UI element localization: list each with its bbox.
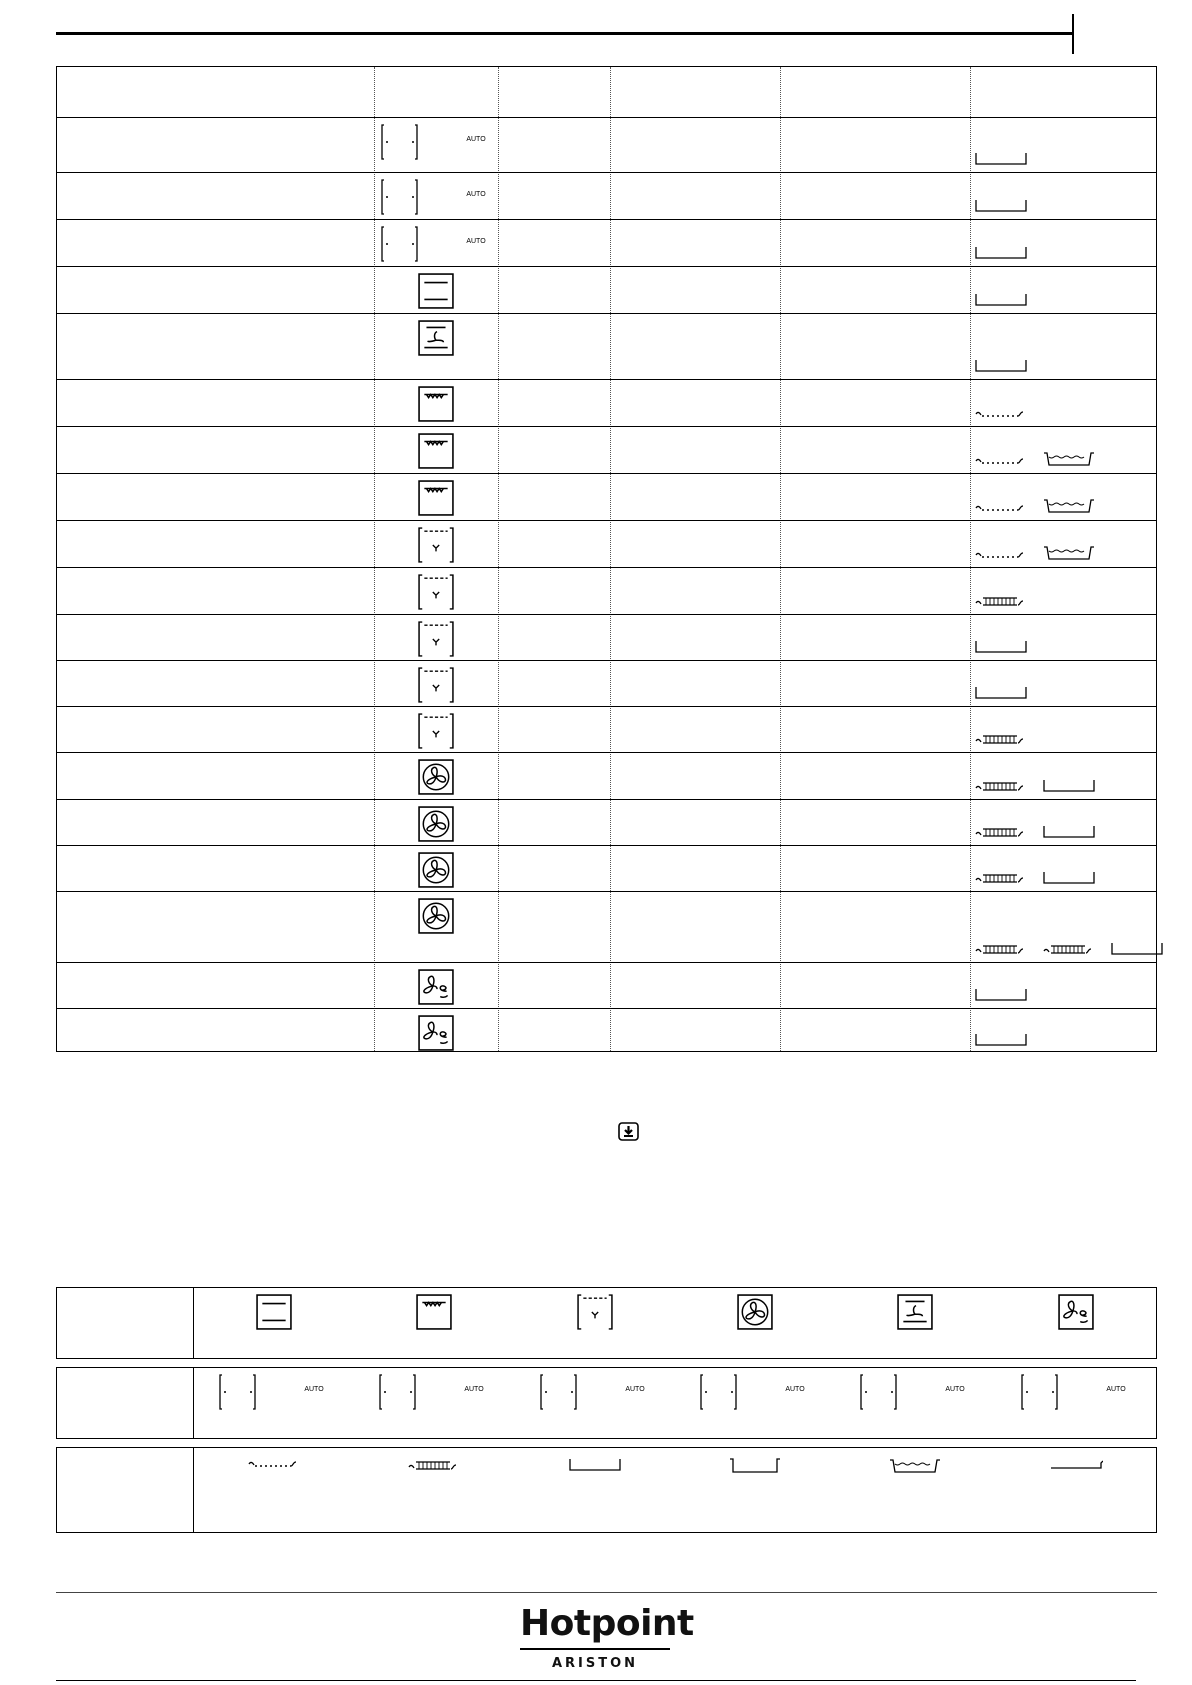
pan-shallow-icon (974, 640, 1028, 654)
turbo-grill-icon (515, 1288, 675, 1358)
download-icon (618, 1122, 640, 1142)
table-row (57, 117, 1156, 172)
rack-grid-icon (974, 871, 1028, 885)
auto-program-icon (515, 1368, 675, 1438)
table-row (57, 313, 1156, 379)
turbo-grill-icon (374, 621, 498, 657)
convection-fan-icon (374, 852, 498, 888)
drip-tray-icon (1042, 451, 1096, 467)
auto-program-icon (194, 1368, 354, 1438)
convection-fan-icon (374, 898, 498, 934)
rack-wire-icon (974, 549, 1028, 561)
turbo-grill-icon (374, 574, 498, 610)
table-row (57, 426, 1156, 473)
table-row (57, 520, 1156, 567)
auto-program-icon (835, 1368, 995, 1438)
lower-fan-icon (374, 320, 498, 356)
cooking-table (56, 66, 1157, 1052)
pan-shallow-icon (974, 293, 1028, 307)
auto-text: AUTO (466, 136, 486, 143)
eco-fan-icon (374, 1015, 498, 1051)
drip-tray-icon (1042, 545, 1096, 561)
pan-shallow-icon (515, 1448, 675, 1532)
eco-fan-icon (996, 1288, 1156, 1358)
rack-grid-icon (974, 594, 1028, 608)
pan-shallow-icon (1042, 825, 1096, 839)
drip-tray-icon (1042, 498, 1096, 514)
table-row (57, 219, 1156, 266)
auto-text: AUTO (304, 1386, 324, 1393)
auto-text: AUTO (625, 1386, 645, 1393)
legend-functions (56, 1287, 1157, 1359)
pan-shallow-icon (974, 152, 1028, 166)
pan-shallow-icon (974, 988, 1028, 1002)
table-row (57, 567, 1156, 614)
table-row (57, 1008, 1156, 1053)
auto-program-icon (996, 1368, 1156, 1438)
auto-bracket-icon (374, 226, 498, 262)
table-row (57, 473, 1156, 520)
rack-grid-icon (974, 779, 1028, 793)
rack-grid-icon (1042, 942, 1096, 956)
pan-shallow-icon (974, 246, 1028, 260)
auto-text: AUTO (464, 1386, 485, 1393)
convection-fan-icon (374, 806, 498, 842)
pan-shallow-icon (1042, 871, 1096, 885)
rack-grid-icon (974, 825, 1028, 839)
auto-text: AUTO (1106, 1386, 1126, 1393)
eco-fan-icon (374, 969, 498, 1005)
table-row (57, 799, 1156, 845)
auto-text: AUTO (466, 238, 486, 245)
rack-wire-icon (194, 1448, 354, 1532)
bottom-rule (56, 1680, 1136, 1681)
pan-shallow-icon (1110, 942, 1164, 956)
legend-accessories (56, 1447, 1157, 1533)
pan-shallow-icon (974, 686, 1028, 700)
auto-text: AUTO (466, 191, 486, 198)
legend-auto-programs (56, 1367, 1157, 1439)
convection-fan-icon (675, 1288, 835, 1358)
auto-bracket-icon (374, 124, 498, 160)
rack-wire-icon (974, 408, 1028, 420)
rack-grid-icon (974, 732, 1028, 746)
turbo-grill-icon (374, 527, 498, 563)
table-row (57, 266, 1156, 313)
table-row (57, 845, 1156, 891)
table-row (57, 891, 1156, 962)
header-rule (56, 32, 1074, 35)
rack-grid-icon (354, 1448, 514, 1532)
footer-rule (56, 1592, 1157, 1593)
turbo-grill-icon (374, 667, 498, 703)
lower-fan-icon (835, 1288, 995, 1358)
table-row (57, 67, 1156, 117)
pan-shallow-icon (1042, 779, 1096, 793)
grill-icon (354, 1288, 514, 1358)
conventional-icon (374, 273, 498, 309)
brand-logo (520, 1603, 694, 1671)
table-row (57, 172, 1156, 219)
pan-flat-icon (996, 1448, 1156, 1532)
auto-text: AUTO (785, 1386, 805, 1393)
auto-program-icon (675, 1368, 835, 1438)
pan-deep-icon (675, 1448, 835, 1532)
grill-icon (374, 386, 498, 422)
conventional-icon (194, 1288, 354, 1358)
pan-shallow-icon (974, 1033, 1028, 1047)
turbo-grill-icon (374, 713, 498, 749)
rack-grid-icon (974, 942, 1028, 956)
rack-wire-icon (974, 455, 1028, 467)
table-row (57, 962, 1156, 1008)
table-row (57, 752, 1156, 799)
auto-program-icon (354, 1368, 514, 1438)
brand-name: Hotpoint (520, 1603, 694, 1644)
brand-sub: ARISTON (551, 1656, 639, 1671)
drip-tray-icon (835, 1448, 995, 1532)
convection-fan-icon (374, 759, 498, 795)
table-row (57, 660, 1156, 706)
grill-icon (374, 480, 498, 516)
table-row (57, 379, 1156, 426)
table-row (57, 706, 1156, 752)
grill-icon (374, 433, 498, 469)
auto-text: AUTO (945, 1386, 966, 1393)
auto-bracket-icon (374, 179, 498, 215)
table-row (57, 614, 1156, 660)
rack-wire-icon (974, 502, 1028, 514)
pan-shallow-icon (974, 199, 1028, 213)
pan-shallow-icon (974, 359, 1028, 373)
header-tick (1072, 14, 1074, 54)
